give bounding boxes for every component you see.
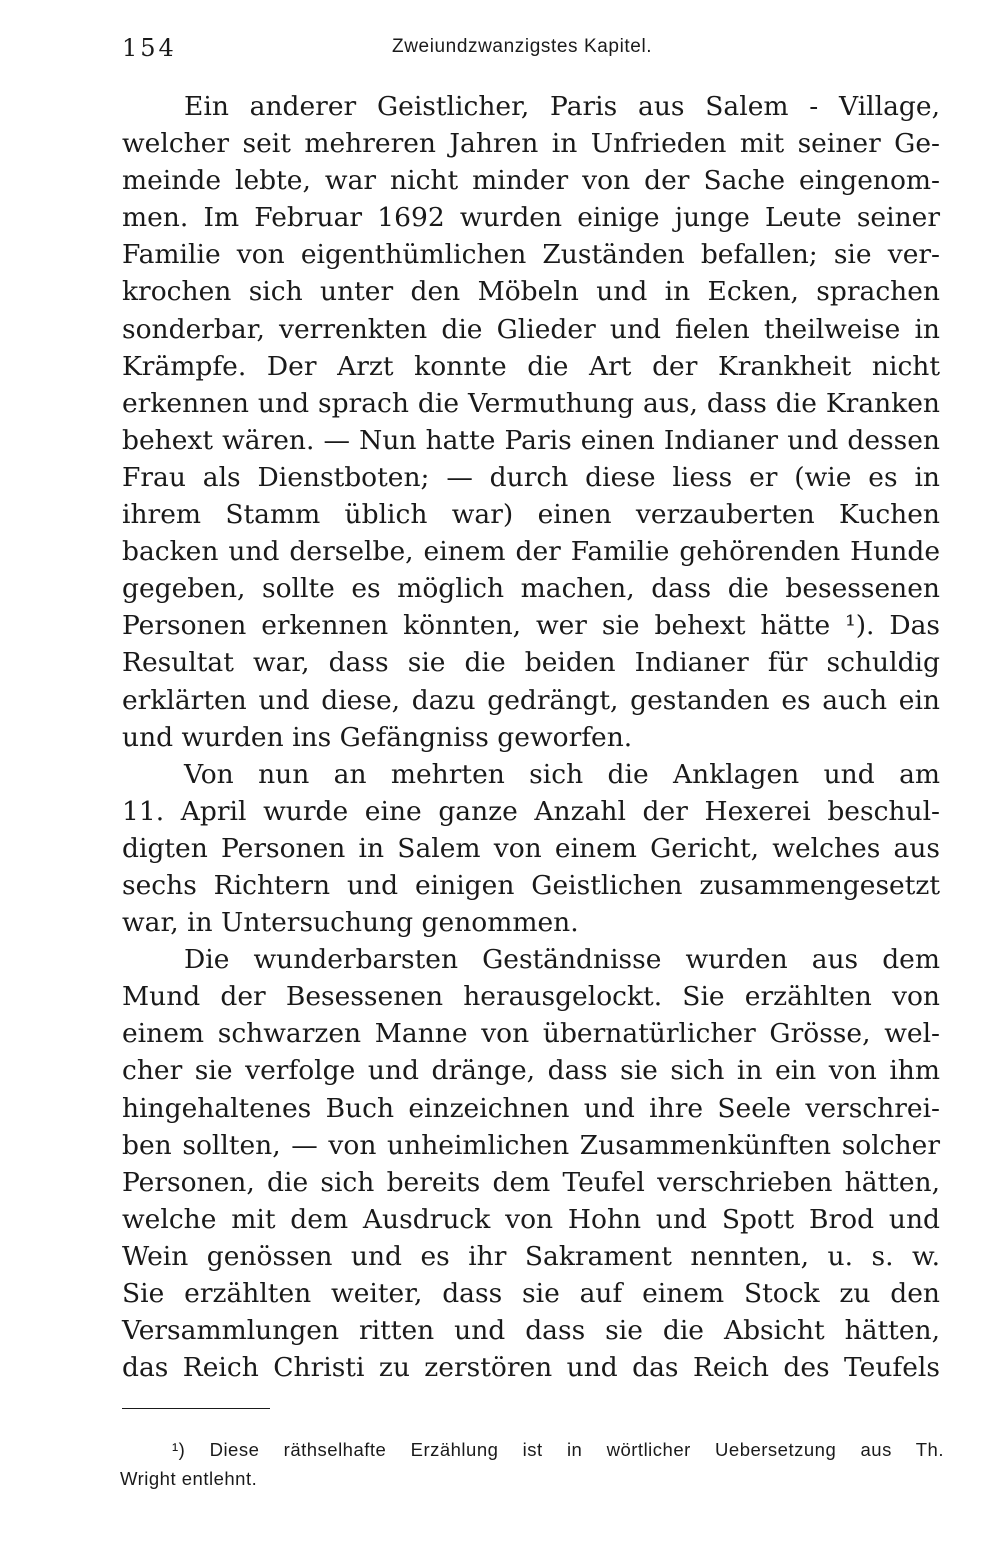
text-line: backen und derselbe, einem der Familie gehörenden Hunde xyxy=(122,536,940,568)
footnote-line: ¹) Diese räthselhafte Erzählung ist in wörtlicher Uebersetzung aus Th. xyxy=(172,1439,944,1460)
text-line: 11. April wurde eine ganze Anzahl der Hexerei beschul- xyxy=(122,795,940,827)
text-line: gegeben, sollte es möglich machen, dass die besessenen xyxy=(122,573,940,605)
text-line: sechs Richtern und einigen Geistlichen zusammengesetzt xyxy=(122,869,940,901)
text-line: erkennen und sprach die Vermuthung aus, dass die Kranken xyxy=(122,387,940,419)
text-line: Die wunderbarsten Geständnisse wurden aus dem xyxy=(184,944,940,976)
text-line: Krämpfe. Der Arzt konnte die Art der Krankheit nicht xyxy=(122,350,940,382)
body-text xyxy=(122,88,940,1386)
text-line: Von nun an mehrten sich die Anklagen und am xyxy=(184,758,940,790)
text-line: Resultat war, dass sie die beiden Indianer für schuldig xyxy=(122,647,940,679)
text-line: Wein genössen und es ihr Sakrament nennten, u. s. w. xyxy=(122,1240,940,1272)
text-line: Personen erkennen könnten, wer sie behext hätte ¹). Das xyxy=(122,610,940,642)
footnote-line: Wright entlehnt. xyxy=(120,1468,258,1489)
text-line: erklärten und diese, dazu gedrängt, gestanden es auch ein xyxy=(122,684,940,716)
page-header xyxy=(122,34,940,66)
text-line: Familie von eigenthümlichen Zuständen befallen; sie ver- xyxy=(122,239,940,271)
text-line: Ein anderer Geistlicher, Paris aus Salem - Village, xyxy=(184,91,940,122)
footnotes xyxy=(120,1435,944,1493)
text-line: war, in Untersuchung genommen. xyxy=(122,907,579,939)
text-line: krochen sich unter den Möbeln und in Ecken, sprachen xyxy=(122,276,940,308)
text-line: meinde lebte, war nicht minder von der Sache eingenom- xyxy=(122,165,940,197)
text-line: Sie erzählten weiter, dass sie auf einem Stock zu den xyxy=(122,1278,940,1309)
text-line: behext wären. — Nun hatte Paris einen Indianer und dessen xyxy=(122,424,940,456)
text-line: Personen, die sich bereits dem Teufel verschrieben hätten, xyxy=(122,1166,940,1198)
text-line: ben sollten, — von unheimlichen Zusammenkünften solcher xyxy=(122,1129,940,1161)
text-line: ihrem Stamm üblich war) einen verzauberten Kuchen xyxy=(122,499,940,531)
text-line: digten Personen in Salem von einem Gericht, welches aus xyxy=(122,832,940,864)
text-line: welche mit dem Ausdruck von Hohn und Spott Brod und xyxy=(122,1203,940,1235)
text-line: einem schwarzen Manne von übernatürlicher Grösse, wel- xyxy=(122,1018,940,1050)
text-line: Mund der Besessenen herausgelockt. Sie erzählten von xyxy=(122,981,940,1013)
text-line: hingehaltenes Buch einzeichnen und ihre Seele verschrei- xyxy=(122,1092,940,1124)
text-line: das Reich Christi zu zerstören und das Reich des Teufels xyxy=(122,1352,940,1384)
text-line: und wurden ins Gefängniss geworfen. xyxy=(122,721,633,753)
running-head: Zweiundzwanzigstes Kapitel. xyxy=(392,36,653,57)
text-line: Versammlungen ritten und dass sie die Absicht hätten, xyxy=(122,1315,940,1347)
text-line: men. Im Februar 1692 wurden einige junge Leute seiner xyxy=(122,202,940,234)
text-line: sonderbar, verrenkten die Glieder und fielen theilweise in xyxy=(122,313,940,345)
text-line: cher sie verfolge und dränge, dass sie sich in ein von ihm xyxy=(122,1055,940,1087)
page-number: 154 xyxy=(122,34,177,62)
text-line: Frau als Dienstboten; — durch diese liess er (wie es in xyxy=(122,461,940,493)
footnote-rule xyxy=(122,1408,270,1409)
text-line: welcher seit mehreren Jahren in Unfrieden mit seiner Ge- xyxy=(122,128,940,160)
